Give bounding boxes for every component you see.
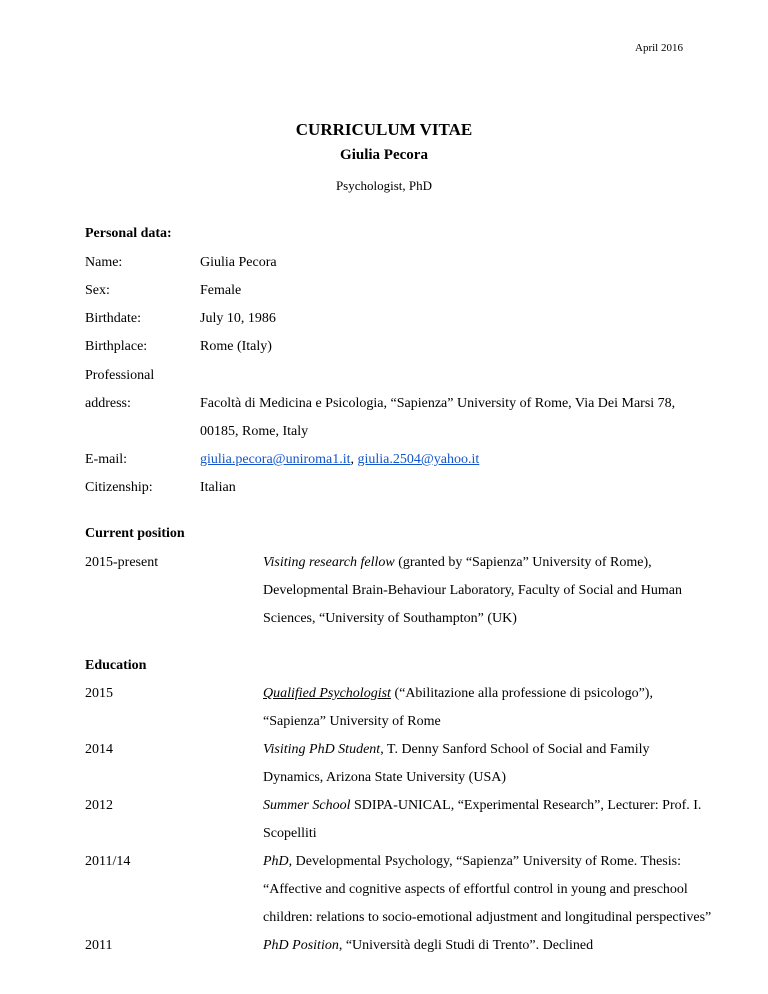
current-position-heading: Current position xyxy=(85,526,185,541)
email-value xyxy=(200,452,479,468)
education-year: 2015 xyxy=(85,686,113,701)
education-entry-title: Summer School xyxy=(263,798,351,813)
header-date: April 2016 xyxy=(635,42,683,54)
education-entry-line-2: Dynamics, Arizona State University (USA) xyxy=(263,770,507,785)
education-entry-rest: , T. Denny Sanford School of Social and Family xyxy=(380,742,650,757)
personal-data-heading: Personal data: xyxy=(85,226,172,241)
current-position-year: 2015-present xyxy=(85,555,159,570)
birthdate-label: Birthdate: xyxy=(85,311,141,326)
sex-label: Sex: xyxy=(85,283,110,298)
education-year: 2014 xyxy=(85,742,113,757)
email-separator: , xyxy=(350,452,358,467)
current-position-line-3: Sciences, “University of Southampton” (UK) xyxy=(263,611,517,626)
education-entry-line-1 xyxy=(263,686,653,702)
birthdate-value: July 10, 1986 xyxy=(200,311,276,326)
birthplace-label: Birthplace: xyxy=(85,339,148,354)
email-link-uniroma[interactable]: giulia.pecora@uniroma1.it xyxy=(200,452,351,467)
education-year: 2011 xyxy=(85,938,113,953)
birthplace-value: Rome (Italy) xyxy=(200,339,272,354)
author-name: Giulia Pecora xyxy=(340,147,428,163)
current-position-line-1-rest: (granted by “Sapienza” University of Rome), xyxy=(394,555,652,570)
education-entry-line-1 xyxy=(263,798,701,814)
education-entry-title: PhD xyxy=(263,854,289,869)
name-label: Name: xyxy=(85,255,123,270)
address-value-line-2: 00185, Rome, Italy xyxy=(200,424,309,439)
education-entry-title: Visiting PhD Student xyxy=(263,742,381,757)
address-value-line-1: Facoltà di Medicina e Psicologia, “Sapienza” University of Rome, Via Dei Marsi 78, xyxy=(200,396,676,411)
current-position-line-1 xyxy=(263,555,652,571)
education-entry-line-1 xyxy=(263,854,681,870)
education-entry-line-3: children: relations to socio-emotional adjustment and longitudinal perspectives” xyxy=(263,910,712,925)
citizenship-value: Italian xyxy=(200,480,236,495)
education-entry-line-1 xyxy=(263,938,593,954)
education-entry-rest: SDIPA-UNICAL, “Experimental Research”, Lecturer: Prof. I. xyxy=(350,798,702,813)
address-label-line-1: Professional xyxy=(85,368,155,383)
address-label-line-2: address: xyxy=(85,396,131,411)
education-entry-line-2: “Affective and cognitive aspects of effortful control in young and preschool xyxy=(263,882,688,897)
document-title: CURRICULUM VITAE xyxy=(295,120,473,139)
education-entry-rest: (“Abilitazione alla professione di psicologo”), xyxy=(390,686,653,701)
education-entry-rest: , Developmental Psychology, “Sapienza” University of Rome. Thesis: xyxy=(288,854,681,869)
citizenship-label: Citizenship: xyxy=(85,480,153,495)
education-year: 2011/14 xyxy=(85,854,131,869)
education-entry-line-2: Scopelliti xyxy=(263,826,317,841)
education-entry-title: PhD Position xyxy=(263,938,339,953)
education-entry-rest: , “Università degli Studi di Trento”. Declined xyxy=(338,938,594,953)
current-position-line-2: Developmental Brain-Behaviour Laboratory, Faculty of Social and Human xyxy=(263,583,682,598)
email-label: E-mail: xyxy=(85,452,127,467)
current-position-role: Visiting research fellow xyxy=(263,555,395,570)
education-entry-line-2: “Sapienza” University of Rome xyxy=(263,714,441,729)
author-subtitle: Psychologist, PhD xyxy=(335,178,433,193)
education-entry-title: Qualified Psychologist xyxy=(263,686,391,701)
education-heading: Education xyxy=(85,658,147,673)
sex-value: Female xyxy=(200,283,242,298)
email-link-yahoo[interactable]: giulia.2504@yahoo.it xyxy=(357,452,480,467)
name-value: Giulia Pecora xyxy=(200,255,277,270)
education-entry-line-1 xyxy=(263,742,650,758)
education-year: 2012 xyxy=(85,798,113,813)
